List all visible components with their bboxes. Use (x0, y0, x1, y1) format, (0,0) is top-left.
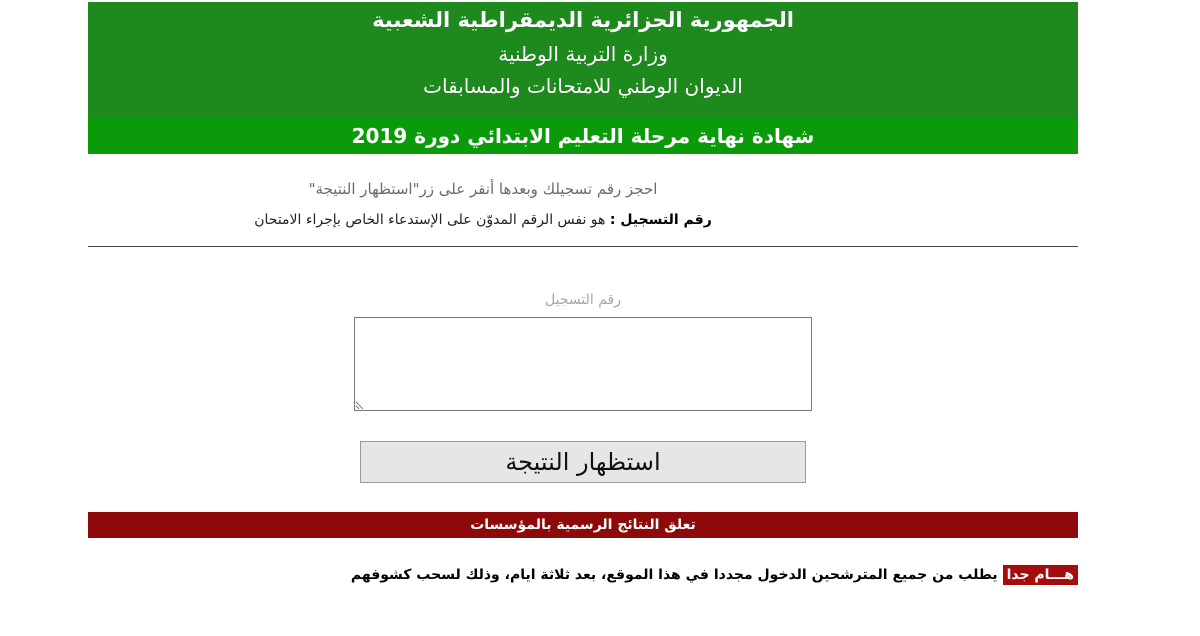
important-tag: هـــام جدا (1003, 565, 1078, 585)
divider (88, 246, 1078, 247)
ministry-header (88, 2, 1078, 118)
republic-title: الجمهورية الجزائرية الديمقراطية الشعبية (372, 8, 794, 32)
registration-note (88, 212, 878, 228)
office-title: الديوان الوطني للامتحانات والمسابقات (423, 74, 743, 98)
instructions-text: احجز رقم تسجيلك وبعدها أنقر على زر"استظهار النتيجة" (308, 180, 658, 198)
exam-title: شهادة نهاية مرحلة التعليم الابتدائي دورة 2019 (88, 118, 1078, 154)
ministry-title: وزارة التربية الوطنية (498, 42, 668, 66)
important-text: يطلب من جميع المترشحين الدخول مجددا في هذا الموقع، بعد ثلاثة ايام، وذلك لسحب كشوفهم (350, 567, 998, 583)
registration-note-label: رقم التسجيل : (609, 212, 712, 228)
important-notice (88, 567, 1078, 583)
registration-number-input[interactable] (354, 317, 812, 411)
registration-note-text: هو نفس الرقم المدوّن على الإستدعاء الخاص بإجراء الامتحان (254, 212, 606, 228)
registration-number-label: رقم التسجيل (545, 292, 621, 308)
show-result-button[interactable]: استظهار النتيجة (360, 441, 806, 483)
official-results-notice: تعلق النتائج الرسمية بالمؤسسات (88, 512, 1078, 538)
